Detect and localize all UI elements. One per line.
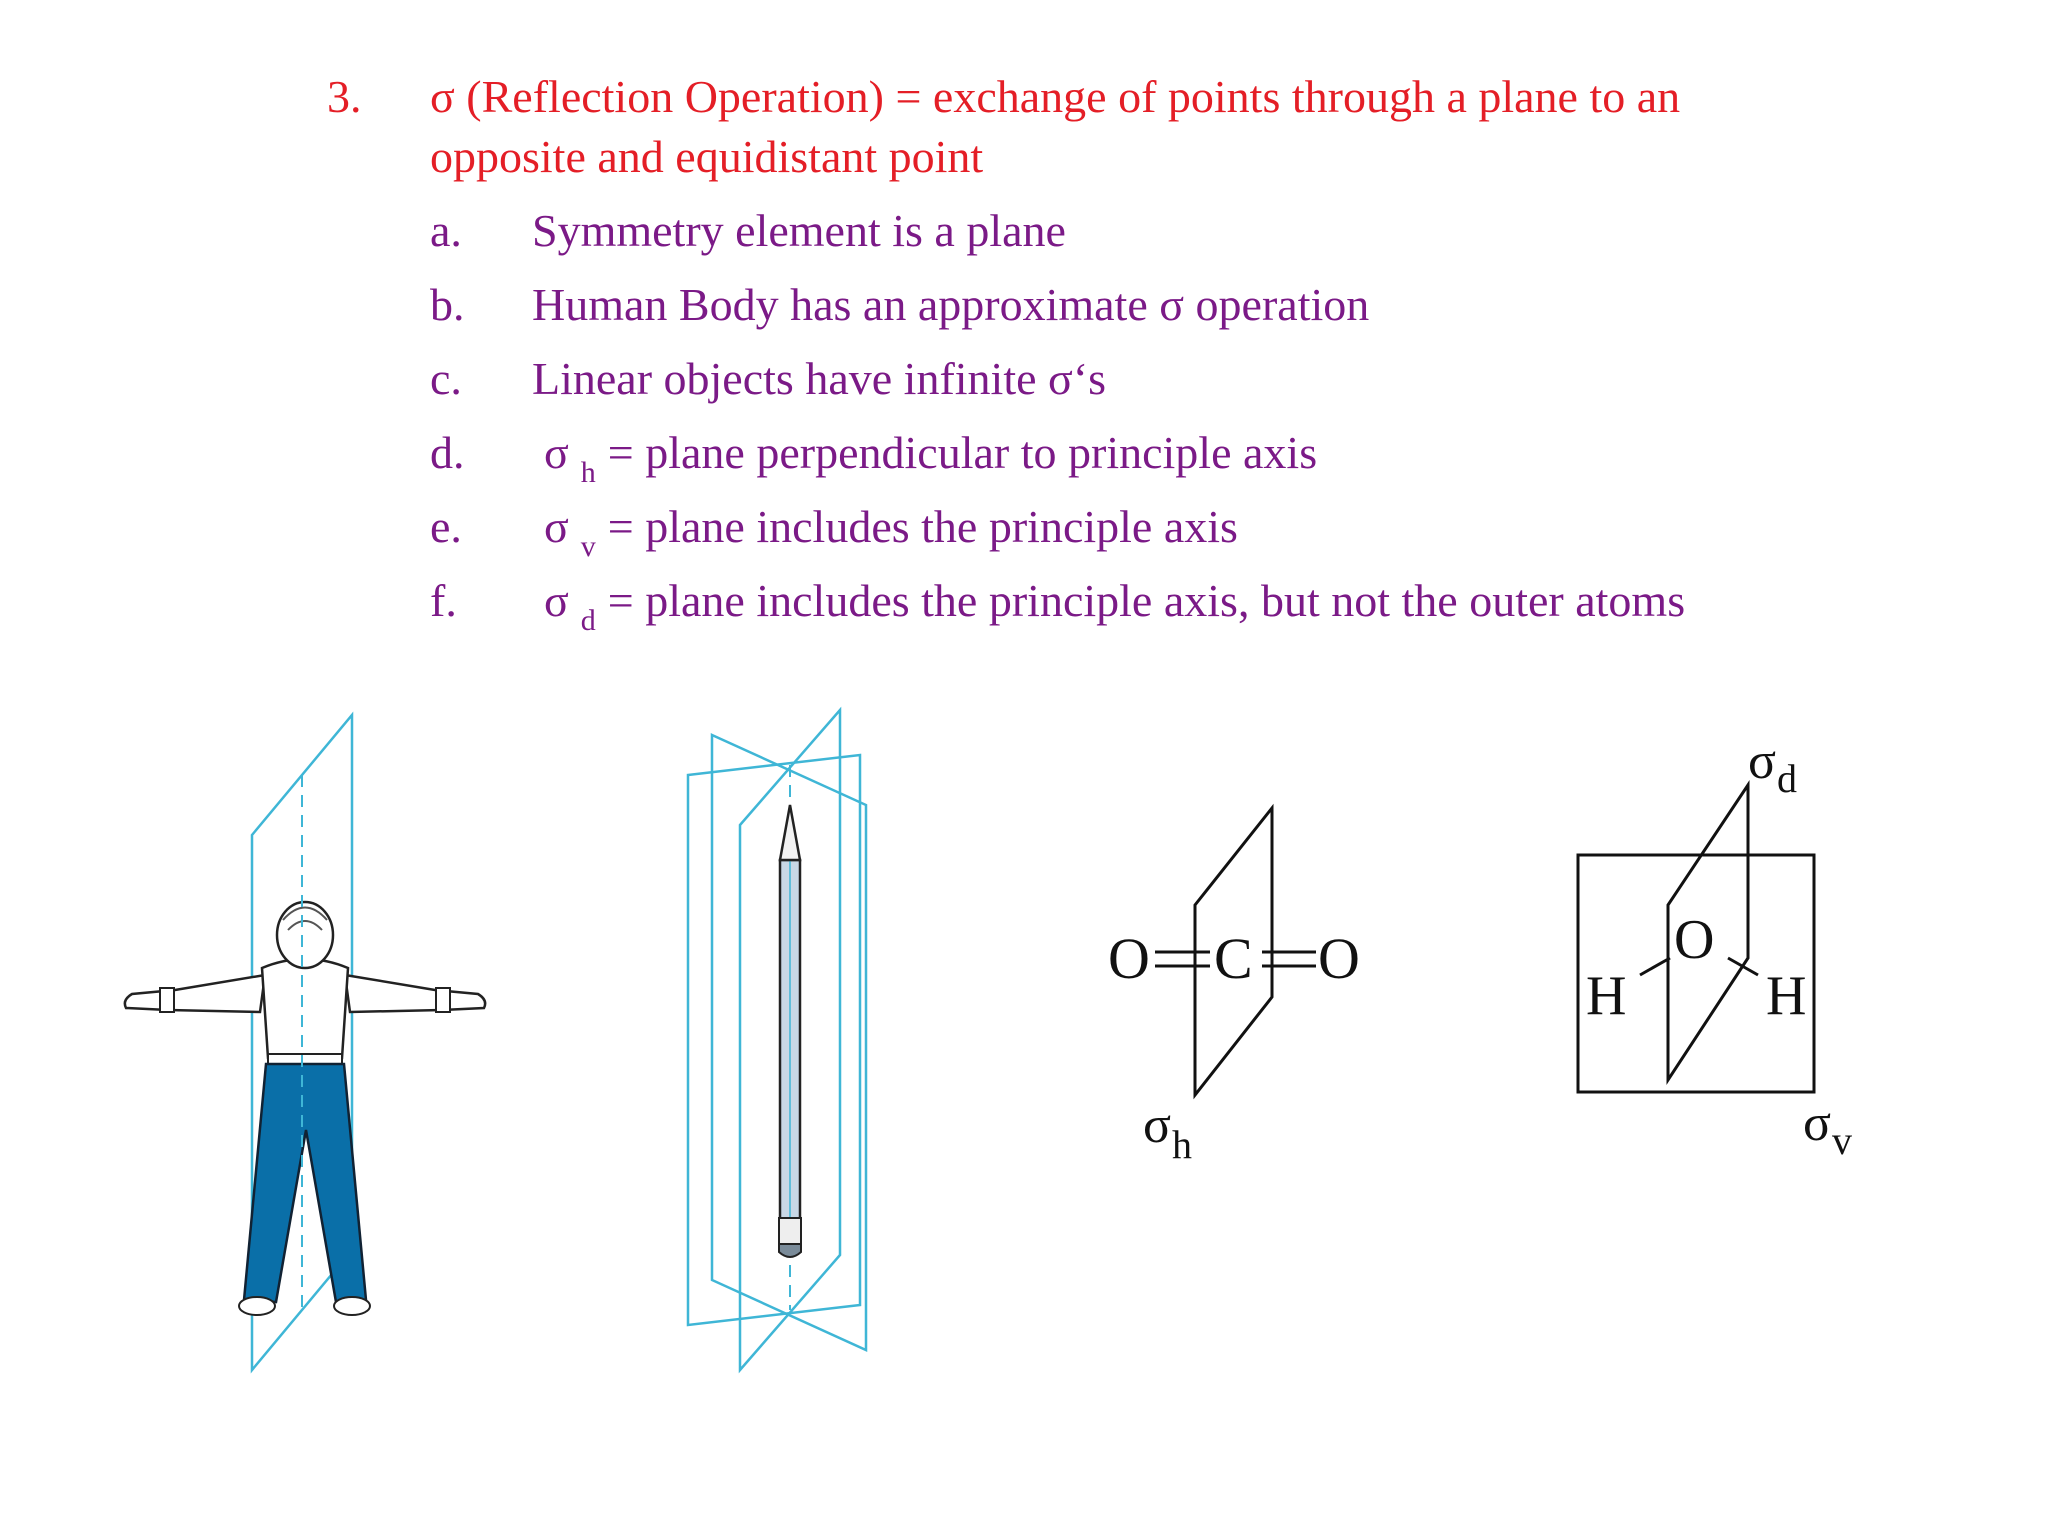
co2-left-oxygen: O <box>1108 926 1150 991</box>
water-bond-left <box>1640 958 1670 975</box>
human-body-figure <box>125 715 485 1370</box>
item-text: = plane perpendicular to principle axis <box>607 427 1318 478</box>
water-bond-right <box>1728 958 1758 975</box>
heading-number: 3. <box>327 71 362 122</box>
item-text: Human Body has an approximate σ operation <box>532 279 1370 330</box>
sigma-h-subscript: h <box>1172 1122 1192 1167</box>
water-oxygen: O <box>1674 909 1715 971</box>
item-letter: e. <box>430 501 462 552</box>
item-letter: f. <box>430 575 457 626</box>
co2-carbon: C <box>1214 926 1253 991</box>
sigma-symbol: σ <box>544 575 569 626</box>
item-letter: c. <box>430 353 462 404</box>
belt <box>268 1054 342 1064</box>
heading-line-1: σ (Reflection Operation) = exchange of points through a plane to an <box>430 71 1681 122</box>
sigma-subscript: v <box>580 530 596 563</box>
right-arm <box>345 975 485 1012</box>
item-text: Symmetry element is a plane <box>532 205 1066 256</box>
co2-figure <box>1108 808 1360 1167</box>
sigma-subscript: d <box>580 604 596 637</box>
jeans <box>244 1064 366 1302</box>
item-letter: d. <box>430 427 465 478</box>
item-text: = plane includes the principle axis, but not the outer atoms <box>607 575 1686 626</box>
torso <box>262 959 348 1058</box>
sigma-v-symbol: σ <box>1803 1095 1832 1152</box>
right-cuff <box>436 988 450 1012</box>
sigma-d-symbol: σ <box>1748 733 1777 790</box>
sigma-h-symbol: σ <box>1143 1097 1172 1154</box>
heading-line-2: opposite and equidistant point <box>430 131 984 182</box>
right-shoe <box>334 1297 370 1315</box>
pencil-tip <box>780 805 800 860</box>
item-text: = plane includes the principle axis <box>607 501 1238 552</box>
pencil-eraser <box>779 1244 801 1257</box>
pencil-ferrule <box>779 1218 801 1244</box>
left-arm <box>125 975 265 1012</box>
sigma-symbol: σ <box>544 501 569 552</box>
pencil-figure <box>688 710 866 1370</box>
co2-right-oxygen: O <box>1318 926 1360 991</box>
left-cuff <box>160 988 174 1012</box>
sigma-d-subscript: d <box>1777 756 1797 801</box>
item-text: Linear objects have infinite σ‘s <box>532 353 1107 404</box>
left-shoe <box>239 1297 275 1315</box>
water-right-hydrogen: H <box>1766 965 1807 1027</box>
sigma-symbol: σ <box>544 427 569 478</box>
pencil-plane-1 <box>688 755 860 1325</box>
head <box>277 902 333 968</box>
water-figure <box>1578 733 1852 1163</box>
item-letter: b. <box>430 279 465 330</box>
water-left-hydrogen: H <box>1586 965 1627 1027</box>
sigma-subscript: h <box>580 456 596 489</box>
sigma-v-subscript: v <box>1832 1118 1852 1163</box>
item-letter: a. <box>430 205 462 256</box>
